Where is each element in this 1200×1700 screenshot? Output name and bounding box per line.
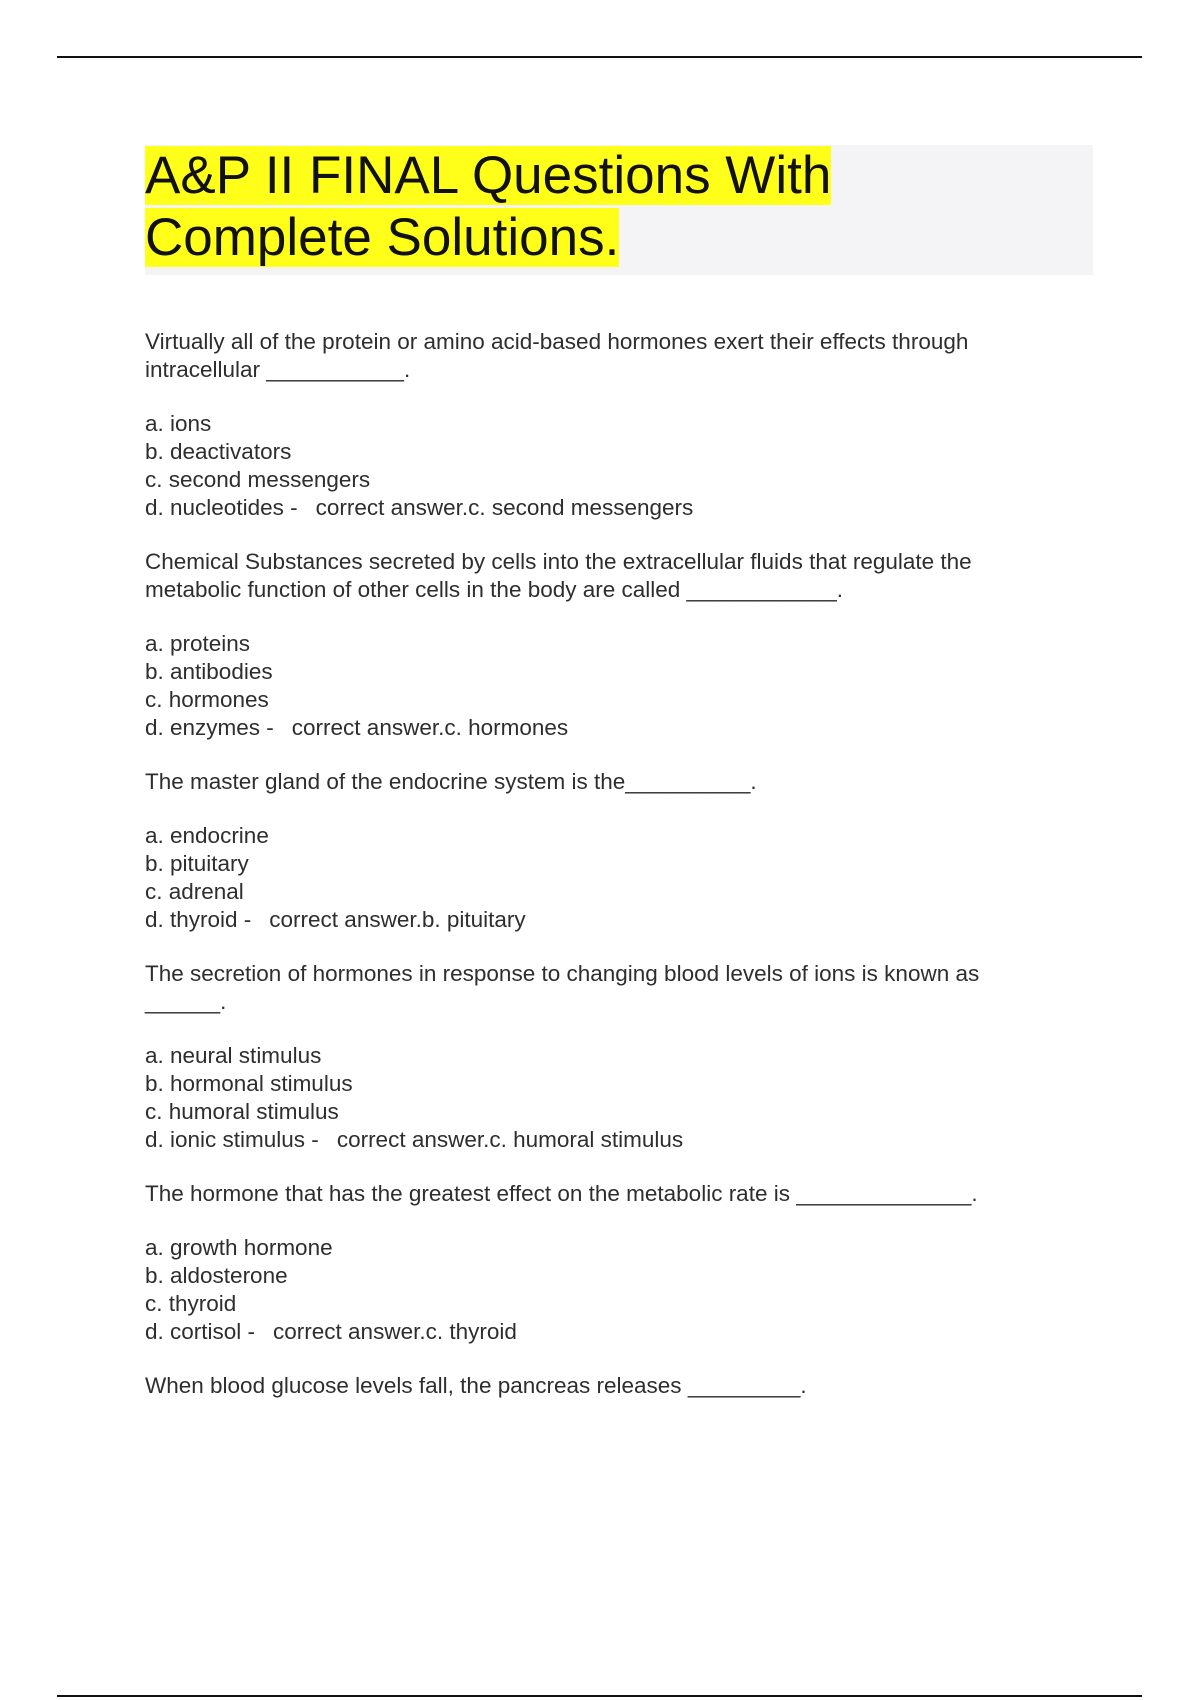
option-a: a. neural stimulus bbox=[145, 1043, 322, 1068]
question-text: The master gland of the endocrine system is the__________. bbox=[145, 769, 757, 794]
question-5 bbox=[145, 1180, 1045, 1346]
option-b: b. antibodies bbox=[145, 659, 273, 684]
question-2 bbox=[145, 548, 1045, 742]
answer-options bbox=[145, 822, 1045, 934]
option-c: c. hormones bbox=[145, 687, 269, 712]
question-6 bbox=[145, 1372, 1045, 1400]
option-d bbox=[145, 494, 1045, 522]
option-d bbox=[145, 1318, 1045, 1346]
option-d-text: d. ionic stimulus - bbox=[145, 1127, 319, 1152]
option-c: c. thyroid bbox=[145, 1291, 237, 1316]
option-d bbox=[145, 1126, 1045, 1154]
question-list bbox=[145, 328, 1045, 1426]
option-a: a. endocrine bbox=[145, 823, 269, 848]
correct-answer: correct answer.c. humoral stimulus bbox=[336, 1127, 684, 1152]
question-text: When blood glucose levels fall, the pancreas releases _________. bbox=[145, 1373, 807, 1398]
question-1 bbox=[145, 328, 1045, 522]
answer-options bbox=[145, 1042, 1045, 1154]
title-block bbox=[145, 145, 1093, 275]
correct-answer: correct answer.c. thyroid bbox=[273, 1319, 517, 1344]
answer-options bbox=[145, 630, 1045, 742]
title-highlight: A&P II FINAL Questions With Complete Solutions. bbox=[145, 146, 832, 267]
correct-answer: correct answer.c. hormones bbox=[291, 715, 569, 740]
document-title bbox=[145, 145, 885, 269]
top-divider bbox=[57, 56, 1142, 58]
option-c: c. adrenal bbox=[145, 879, 244, 904]
option-d-text: d. nucleotides - bbox=[145, 495, 298, 520]
option-d-text: d. cortisol - bbox=[145, 1319, 256, 1344]
question-text: The secretion of hormones in response to changing blood levels of ions is known as ______. bbox=[145, 961, 980, 1014]
option-d-text: d. enzymes - bbox=[145, 715, 274, 740]
question-text: Virtually all of the protein or amino acid-based hormones exert their effects through intracellular ___________. bbox=[145, 329, 969, 382]
bottom-divider bbox=[57, 1695, 1142, 1697]
option-a: a. growth hormone bbox=[145, 1235, 333, 1260]
option-b: b. pituitary bbox=[145, 851, 249, 876]
option-d bbox=[145, 906, 1045, 934]
option-d bbox=[145, 714, 1045, 742]
option-c: c. second messengers bbox=[145, 467, 371, 492]
option-b: b. hormonal stimulus bbox=[145, 1071, 353, 1096]
correct-answer: correct answer.b. pituitary bbox=[269, 907, 526, 932]
option-b: b. deactivators bbox=[145, 439, 292, 464]
correct-answer: correct answer.c. second messengers bbox=[315, 495, 694, 520]
option-a: a. proteins bbox=[145, 631, 251, 656]
question-text: Chemical Substances secreted by cells into the extracellular fluids that regulate the metabolic function of other cells in the body are called ____________. bbox=[145, 549, 972, 602]
answer-options bbox=[145, 1234, 1045, 1346]
question-text: The hormone that has the greatest effect on the metabolic rate is ______________. bbox=[145, 1181, 978, 1206]
option-c: c. humoral stimulus bbox=[145, 1099, 339, 1124]
question-4 bbox=[145, 960, 1045, 1154]
question-3 bbox=[145, 768, 1045, 934]
option-a: a. ions bbox=[145, 411, 212, 436]
option-b: b. aldosterone bbox=[145, 1263, 288, 1288]
option-d-text: d. thyroid - bbox=[145, 907, 252, 932]
answer-options bbox=[145, 410, 1045, 522]
